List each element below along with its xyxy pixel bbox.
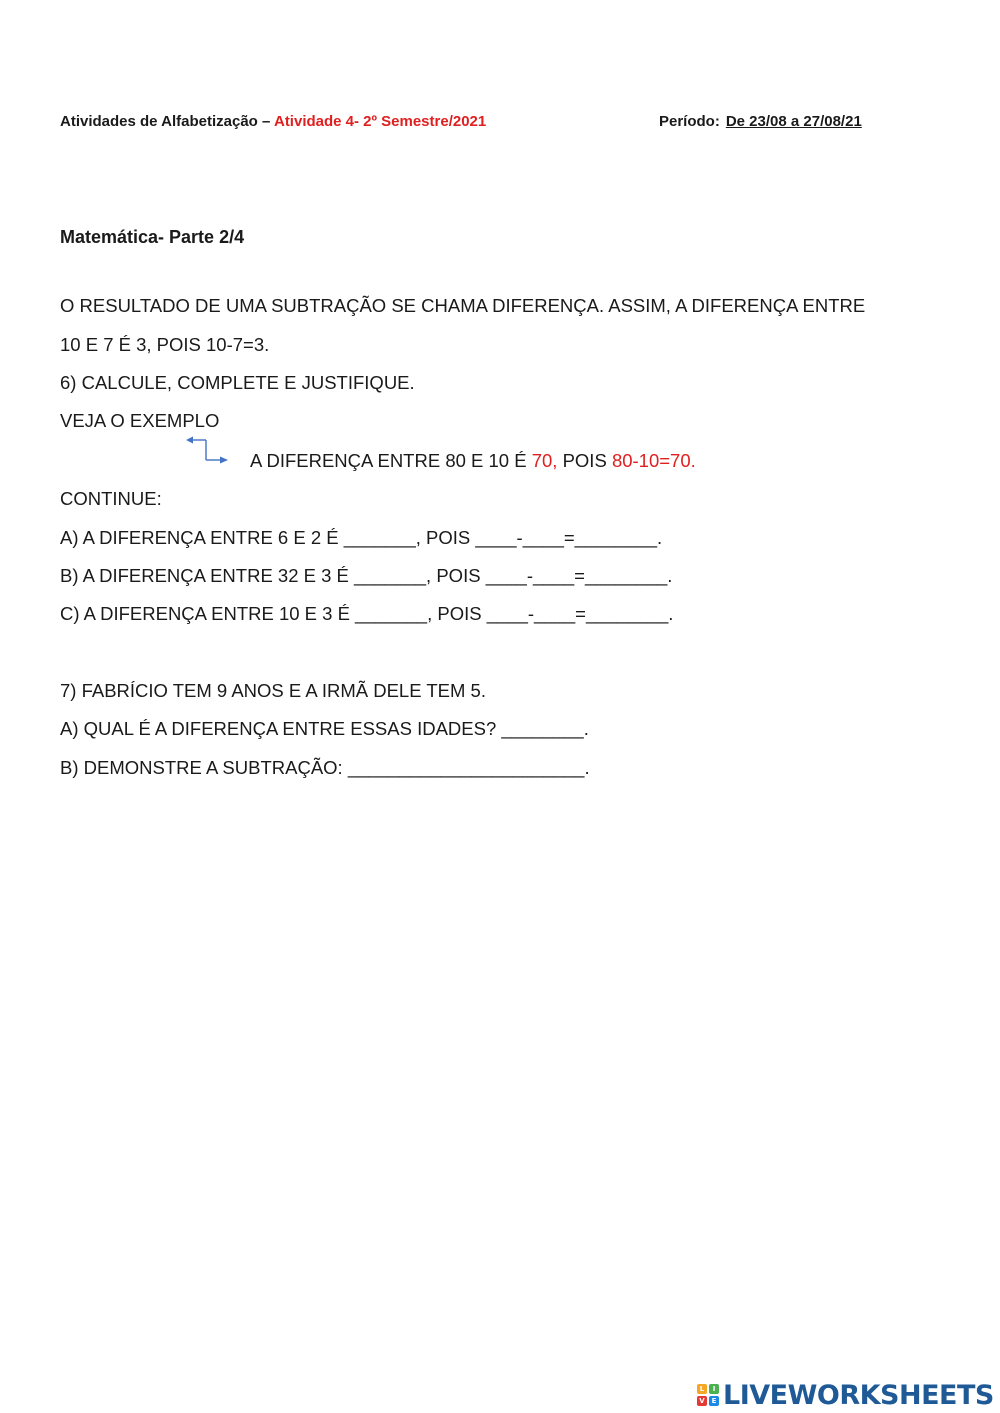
logo-letter-v: V bbox=[697, 1396, 707, 1406]
header-activity: Atividade 4- 2º Semestre/2021 bbox=[273, 113, 487, 130]
logo-letter-l: L bbox=[697, 1384, 707, 1394]
continue-label: CONTINUE: bbox=[60, 488, 162, 509]
logo-letter-i: I bbox=[709, 1384, 719, 1394]
header-period bbox=[659, 113, 862, 130]
arrow-icon bbox=[184, 434, 248, 470]
liveworksheets-logo bbox=[697, 1378, 994, 1412]
period-label: Período: bbox=[659, 113, 720, 130]
question-7-item-b[interactable]: B) DEMONSTRE A SUBTRAÇÃO: _______________________. bbox=[60, 757, 590, 778]
question-7-prompt: 7) FABRÍCIO TEM 9 ANOS E A IRMÃ DELE TEM 5. bbox=[60, 680, 486, 701]
example-calc: 80-10=70. bbox=[611, 450, 696, 471]
example-sentence bbox=[250, 450, 696, 472]
question-6-prompt: 6) CALCULE, COMPLETE E JUSTIFIQUE. bbox=[60, 372, 415, 393]
intro-line-2: 10 E 7 É 3, POIS 10-7=3. bbox=[60, 334, 270, 355]
header-label: Atividades de Alfabetização – bbox=[60, 113, 271, 130]
worksheet-header bbox=[60, 113, 940, 130]
intro-line-1: O RESULTADO DE UMA SUBTRAÇÃO SE CHAMA DIFERENÇA. ASSIM, A DIFERENÇA ENTRE bbox=[60, 295, 866, 316]
logo-letter-e: E bbox=[709, 1396, 719, 1406]
question-6-item-b[interactable]: B) A DIFERENÇA ENTRE 32 E 3 É _______, POIS ____-____=________. bbox=[60, 565, 673, 586]
example-mid: POIS bbox=[562, 450, 607, 471]
question-7-item-a[interactable]: A) QUAL É A DIFERENÇA ENTRE ESSAS IDADES? ________. bbox=[60, 718, 589, 739]
question-6-item-c[interactable]: C) A DIFERENÇA ENTRE 10 E 3 É _______, POIS ____-____=________. bbox=[60, 603, 674, 624]
logo-icon bbox=[697, 1384, 719, 1406]
example-answer: 70, bbox=[531, 450, 558, 471]
question-6-item-a[interactable]: A) A DIFERENÇA ENTRE 6 E 2 É _______, POIS ____-____=________. bbox=[60, 527, 663, 548]
logo-text: LIVEWORKSHEETS bbox=[723, 1379, 994, 1411]
example-prefix: A DIFERENÇA ENTRE 80 E 10 É bbox=[250, 450, 527, 471]
example-label: VEJA O EXEMPLO bbox=[60, 410, 220, 431]
section-title: Matemática- Parte 2/4 bbox=[60, 227, 245, 247]
period-dates: De 23/08 a 27/08/21 bbox=[725, 113, 862, 130]
